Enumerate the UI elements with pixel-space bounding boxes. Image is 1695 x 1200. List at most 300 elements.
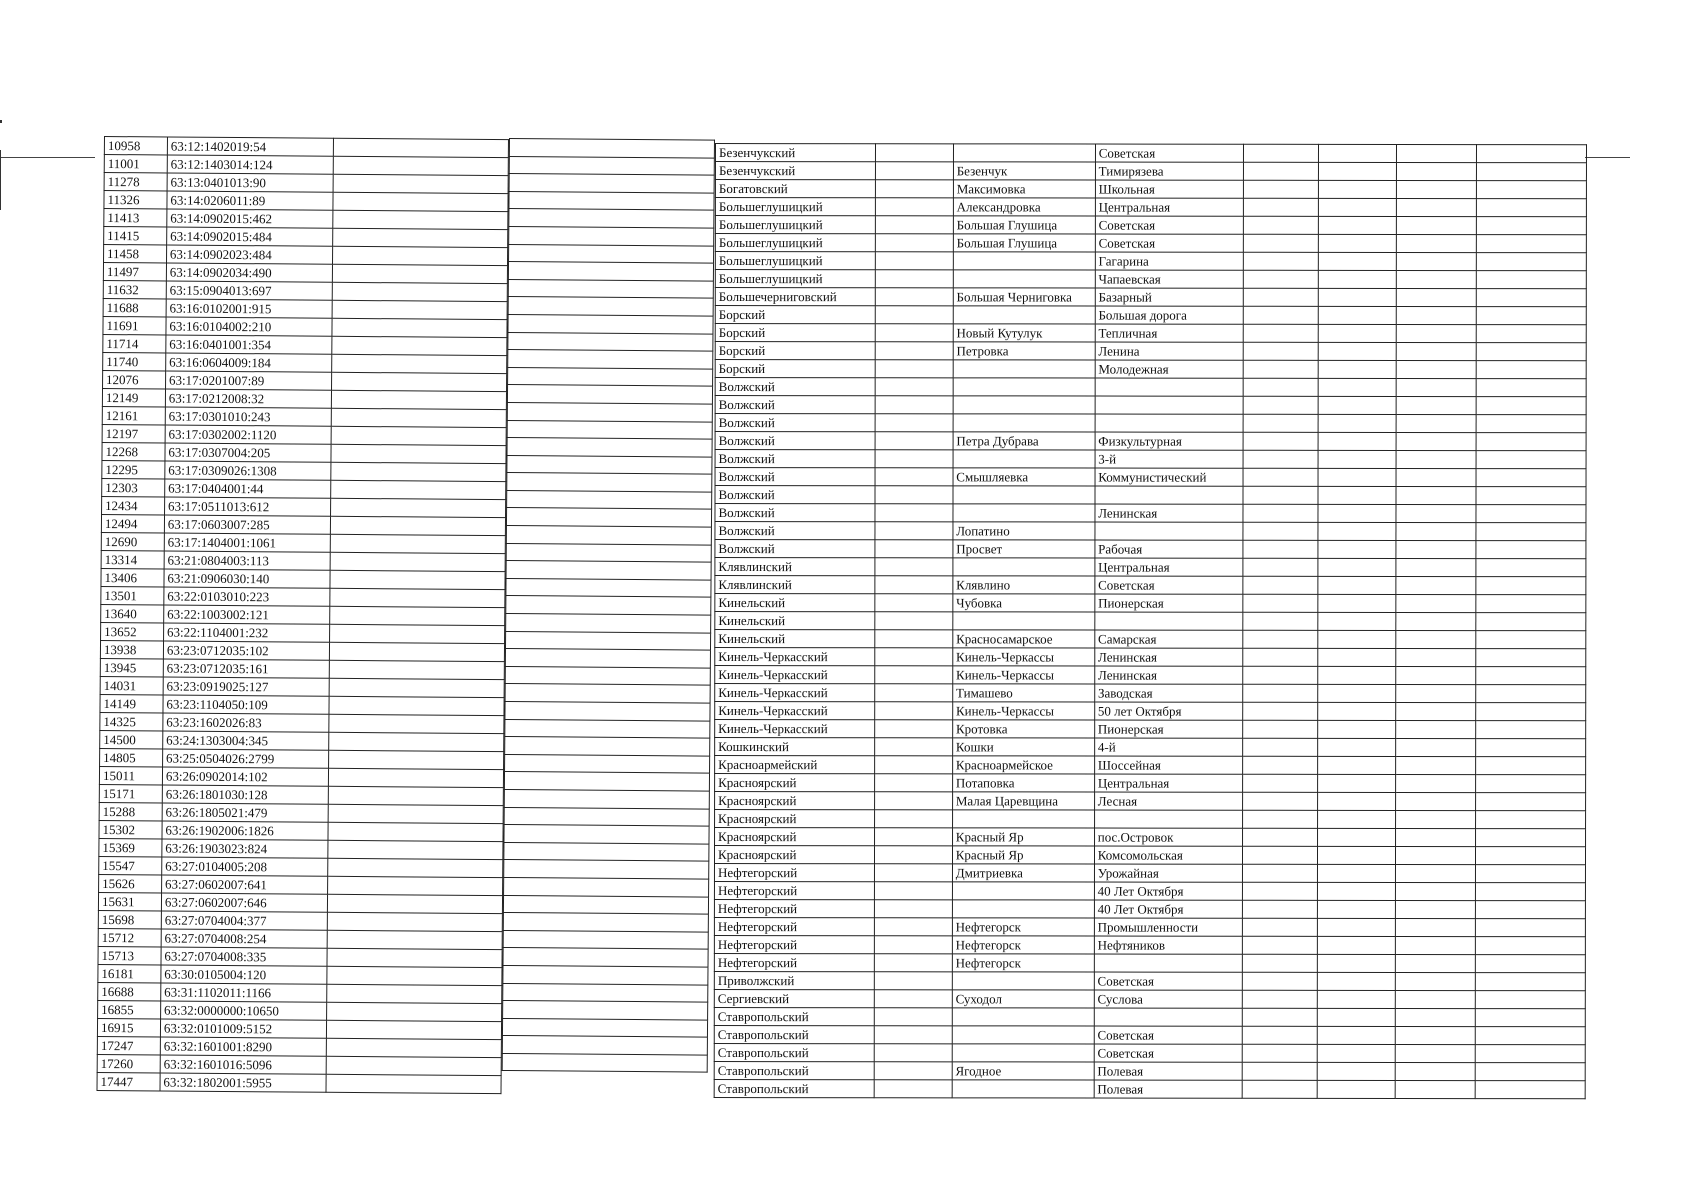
district-cell: Сергиевский — [714, 989, 874, 1007]
empty-cell — [1476, 955, 1586, 973]
table-row — [715, 342, 1586, 361]
empty-cell — [874, 1062, 952, 1080]
table-row — [504, 877, 709, 896]
empty-cell — [1318, 756, 1396, 774]
empty-cell — [1318, 630, 1396, 648]
empty-cell — [1243, 306, 1319, 324]
record-id-cell: 13314 — [101, 550, 164, 568]
empty-cell — [332, 210, 507, 229]
empty-cell — [1396, 504, 1476, 522]
record-id-cell: 11413 — [104, 209, 167, 227]
scan-artifact-line — [0, 157, 95, 158]
table-row — [505, 701, 710, 720]
empty-cell — [509, 244, 714, 263]
table-row — [715, 738, 1586, 757]
empty-cell — [1318, 594, 1396, 612]
street-cell — [1095, 396, 1243, 414]
empty-cell — [1396, 846, 1476, 864]
street-cell — [1095, 378, 1243, 396]
record-id-cell: 17447 — [97, 1072, 160, 1090]
empty-cell — [1396, 1062, 1476, 1080]
empty-cell — [1396, 396, 1476, 414]
empty-cell — [1242, 738, 1318, 756]
empty-cell — [333, 156, 508, 175]
empty-cell — [1318, 1080, 1396, 1098]
empty-cell — [509, 139, 714, 158]
empty-cell — [1242, 756, 1318, 774]
table-row — [715, 144, 1586, 163]
empty-cell — [330, 570, 505, 589]
locality-cell — [952, 972, 1094, 990]
empty-cell — [874, 1044, 952, 1062]
record-id-cell: 12076 — [103, 370, 166, 388]
empty-cell — [1396, 864, 1476, 882]
cadastral-number-cell: 63:24:1303004:345 — [163, 731, 329, 750]
street-cell: Базарный — [1095, 288, 1243, 306]
empty-cell — [330, 552, 505, 571]
empty-cell — [331, 444, 506, 463]
record-id-cell: 13640 — [101, 604, 164, 622]
empty-cell — [1318, 1044, 1396, 1062]
empty-cell — [507, 490, 712, 509]
street-cell: Пионерская — [1095, 594, 1243, 612]
empty-cell — [1476, 865, 1586, 883]
table-row — [714, 882, 1585, 901]
empty-cell — [502, 1053, 707, 1072]
district-cell: Клявлинский — [715, 576, 875, 594]
district-cell: Нефтегорский — [714, 935, 874, 953]
table-row — [506, 596, 711, 615]
empty-cell — [875, 684, 953, 702]
empty-cell — [1396, 450, 1476, 468]
empty-cell — [1396, 972, 1476, 990]
table-row — [715, 486, 1586, 505]
table-row — [714, 953, 1585, 972]
empty-cell — [1396, 1008, 1476, 1026]
empty-cell — [506, 614, 711, 633]
district-cell: Борский — [715, 324, 875, 342]
empty-cell — [1476, 883, 1586, 901]
table-row — [97, 1072, 501, 1093]
district-cell: Волжский — [715, 540, 875, 558]
table-row — [505, 684, 710, 703]
empty-cell — [1396, 774, 1476, 792]
cadastral-number-cell: 63:27:0704004:377 — [161, 911, 327, 930]
empty-cell — [1396, 720, 1476, 738]
locality-cell — [953, 144, 1095, 162]
table-row — [506, 508, 711, 527]
locality-cell — [953, 360, 1095, 378]
empty-cell — [1396, 684, 1476, 702]
record-id-cell: 15302 — [99, 820, 162, 838]
empty-cell — [1242, 1044, 1318, 1062]
street-cell — [1094, 1008, 1242, 1026]
district-cell: Кинельский — [715, 630, 875, 648]
empty-cell — [331, 372, 506, 391]
empty-cell — [1242, 1008, 1318, 1026]
empty-cell — [1243, 162, 1319, 180]
empty-cell — [1476, 811, 1586, 829]
empty-cell — [328, 768, 503, 787]
empty-cell — [1242, 882, 1318, 900]
district-cell: Большечерниговский — [715, 288, 875, 306]
street-cell: Полевая — [1094, 1062, 1242, 1080]
empty-cell — [874, 972, 952, 990]
table-row — [504, 789, 709, 808]
empty-cell — [332, 264, 507, 283]
street-cell: Советская — [1094, 1026, 1242, 1044]
empty-cell — [1318, 882, 1396, 900]
empty-cell — [874, 1008, 952, 1026]
empty-cell — [874, 846, 952, 864]
table-row — [509, 191, 714, 210]
scan-edge-mark — [0, 150, 1, 210]
table-row — [715, 378, 1586, 397]
empty-cell — [1476, 469, 1586, 487]
empty-cell — [508, 279, 713, 298]
empty-cell — [1476, 379, 1586, 397]
empty-cell — [1396, 738, 1476, 756]
table-row — [715, 720, 1586, 739]
district-cell: Большеглушицкий — [715, 270, 875, 288]
table-row — [714, 864, 1585, 883]
empty-cell — [1319, 432, 1397, 450]
district-cell: Волжский — [715, 414, 875, 432]
empty-cell — [1319, 306, 1397, 324]
locality-cell — [953, 558, 1095, 576]
empty-cell — [328, 750, 503, 769]
cadastral-number-cell: 63:16:0604009:184 — [166, 353, 332, 372]
cadastral-number-cell: 63:32:1601001:8290 — [160, 1037, 326, 1056]
street-cell: Молодежная — [1095, 360, 1243, 378]
table-row — [715, 828, 1586, 847]
street-cell: Шоссейная — [1094, 756, 1242, 774]
empty-cell — [875, 306, 953, 324]
empty-cell — [1397, 180, 1477, 198]
empty-cell — [329, 660, 504, 679]
street-cell: Ленинская — [1095, 504, 1243, 522]
empty-cell — [1319, 252, 1397, 270]
empty-cell — [1319, 180, 1397, 198]
empty-cell — [1476, 739, 1586, 757]
empty-cell — [875, 270, 953, 288]
empty-cell — [505, 666, 710, 685]
empty-cell — [1242, 936, 1318, 954]
table-row — [715, 414, 1586, 433]
empty-cell — [1476, 595, 1586, 613]
empty-cell — [1243, 270, 1319, 288]
street-cell: 3-й — [1095, 450, 1243, 468]
locality-cell: Дмитриевка — [952, 864, 1094, 882]
locality-cell — [952, 1044, 1094, 1062]
street-cell: Советская — [1095, 216, 1243, 234]
empty-cell — [1242, 1080, 1318, 1098]
empty-cell — [1477, 235, 1587, 253]
empty-cell — [1396, 828, 1476, 846]
cadastral-number-cell: 63:17:0301010:243 — [165, 407, 331, 426]
cadastral-number-cell: 63:15:0904013:697 — [166, 281, 332, 300]
empty-cell — [1318, 540, 1396, 558]
district-cell: Ставропольский — [714, 1007, 874, 1025]
table-row — [715, 450, 1586, 469]
table-row — [509, 139, 714, 158]
cadastral-number-cell: 63:23:0712035:102 — [163, 641, 329, 660]
empty-cell — [506, 596, 711, 615]
empty-cell — [508, 332, 713, 351]
record-id-cell: 11740 — [103, 352, 166, 370]
empty-cell — [1476, 397, 1586, 415]
street-cell — [1095, 414, 1243, 432]
district-cell: Кошкинский — [715, 738, 875, 756]
district-cell: Волжский — [715, 522, 875, 540]
empty-cell — [1476, 487, 1586, 505]
street-cell: Урожайная — [1094, 864, 1242, 882]
empty-cell — [332, 300, 507, 319]
empty-cell — [1318, 486, 1396, 504]
locality-cell: Большая Черниговка — [953, 288, 1095, 306]
table-row — [715, 648, 1586, 667]
cadastral-number-cell: 63:26:1805021:479 — [162, 803, 328, 822]
table-row — [714, 989, 1585, 1008]
empty-cell — [875, 396, 953, 414]
empty-cell — [1242, 1062, 1318, 1080]
empty-cell — [875, 414, 953, 432]
empty-cell — [875, 738, 953, 756]
district-cell: Ставропольский — [714, 1025, 874, 1043]
record-id-cell: 16855 — [98, 1000, 161, 1018]
locality-cell: Красноармейское — [952, 756, 1094, 774]
cadastral-number-cell: 63:22:0103010:223 — [164, 587, 330, 606]
empty-cell — [333, 138, 508, 157]
table-row — [715, 522, 1586, 541]
record-id-cell: 13652 — [101, 622, 164, 640]
empty-cell — [1475, 991, 1585, 1009]
empty-cell — [1476, 937, 1586, 955]
locality-cell — [953, 414, 1095, 432]
district-cell: Кинель-Черкасский — [715, 666, 875, 684]
record-id-cell: 17260 — [97, 1054, 160, 1072]
table-row — [503, 1001, 708, 1020]
record-id-cell: 12161 — [102, 406, 165, 424]
empty-cell — [1477, 163, 1587, 181]
empty-cell — [875, 612, 953, 630]
cadastral-number-cell: 63:13:0401013:90 — [167, 173, 333, 192]
table-row — [507, 473, 712, 492]
locality-cell — [952, 810, 1094, 828]
district-cell: Красноармейский — [715, 756, 875, 774]
empty-cell — [1242, 972, 1318, 990]
table-row — [503, 948, 708, 967]
locality-cell: Кинель-Черкассы — [953, 666, 1095, 684]
empty-cell — [1475, 1063, 1585, 1081]
locality-cell — [953, 378, 1095, 396]
empty-cell — [1476, 757, 1586, 775]
empty-cell — [1475, 973, 1585, 991]
empty-cell — [1318, 864, 1396, 882]
empty-cell — [505, 649, 710, 668]
empty-cell — [875, 288, 953, 306]
empty-cell — [507, 438, 712, 457]
street-cell: Школьная — [1095, 180, 1243, 198]
street-cell: Чапаевская — [1095, 270, 1243, 288]
empty-cell — [875, 360, 953, 378]
district-cell: Большеглушицкий — [715, 234, 875, 252]
cadastral-number-cell: 63:14:0902015:462 — [167, 209, 333, 228]
empty-cell — [1396, 612, 1476, 630]
empty-cell — [875, 756, 953, 774]
table-row — [508, 332, 713, 351]
district-cell: Нефтегорский — [714, 953, 874, 971]
empty-cell — [508, 262, 713, 281]
locality-cell — [952, 882, 1094, 900]
empty-cell — [329, 678, 504, 697]
empty-cell — [508, 367, 713, 386]
record-id-cell: 12295 — [102, 460, 165, 478]
cadastral-number-cell: 63:17:0309026:1308 — [165, 461, 331, 480]
empty-cell — [331, 390, 506, 409]
record-id-cell: 13501 — [101, 586, 164, 604]
cadastral-number-cell: 63:16:0401001:354 — [166, 335, 332, 354]
street-cell: Советская — [1094, 1044, 1242, 1062]
locality-cell: Кошки — [952, 738, 1094, 756]
empty-cell — [1242, 666, 1318, 684]
empty-cell — [509, 156, 714, 175]
empty-cell — [874, 936, 952, 954]
table-row — [502, 1053, 707, 1072]
street-cell: 50 лет Октября — [1094, 702, 1242, 720]
table-row — [507, 490, 712, 509]
empty-cell — [1396, 378, 1476, 396]
empty-cell — [875, 576, 953, 594]
empty-cell — [327, 894, 502, 913]
locality-cell: Клявлино — [953, 576, 1095, 594]
empty-cell — [1396, 756, 1476, 774]
empty-cell — [1242, 702, 1318, 720]
empty-cell — [1396, 468, 1476, 486]
empty-cell — [1243, 396, 1319, 414]
record-id-cell: 16688 — [98, 982, 161, 1000]
table-row — [503, 983, 708, 1002]
table-row — [714, 1061, 1585, 1080]
table-row — [715, 234, 1586, 253]
empty-cell — [874, 1026, 952, 1044]
locality-cell — [953, 270, 1095, 288]
table-row — [506, 543, 711, 562]
empty-cell — [1476, 253, 1586, 271]
empty-cell — [1396, 486, 1476, 504]
empty-cell — [327, 876, 502, 895]
cadastral-number-cell: 63:23:1104050:109 — [163, 695, 329, 714]
district-cell: Большеглушицкий — [715, 216, 875, 234]
district-cell: Борский — [715, 342, 875, 360]
empty-cell — [1396, 630, 1476, 648]
empty-cell — [330, 480, 505, 499]
empty-cell — [1318, 558, 1396, 576]
empty-cell — [1319, 468, 1397, 486]
empty-cell — [1396, 594, 1476, 612]
empty-cell — [504, 877, 709, 896]
empty-cell — [874, 954, 952, 972]
empty-cell — [1318, 972, 1396, 990]
district-cell: Кинель-Черкасский — [715, 720, 875, 738]
street-cell — [1095, 522, 1243, 540]
locality-cell — [952, 1026, 1094, 1044]
table-row — [507, 438, 712, 457]
locality-cell: Красносамарское — [953, 630, 1095, 648]
empty-cell — [328, 732, 503, 751]
empty-cell — [505, 754, 710, 773]
empty-cell — [874, 864, 952, 882]
table-row — [715, 576, 1586, 595]
empty-cell — [1243, 432, 1319, 450]
cadastral-number-cell: 63:16:0104002:210 — [166, 317, 332, 336]
empty-cell — [1318, 504, 1396, 522]
empty-cell — [1476, 919, 1586, 937]
district-cell: Нефтегорский — [714, 864, 874, 882]
empty-cell — [1477, 199, 1587, 217]
table-row — [714, 899, 1585, 918]
record-id-cell: 15631 — [98, 892, 161, 910]
empty-cell — [509, 209, 714, 228]
empty-cell — [1476, 505, 1586, 523]
cadastral-number-cell: 63:17:0603007:285 — [164, 515, 330, 534]
street-cell: Советская — [1095, 144, 1243, 162]
locality-cell — [952, 900, 1094, 918]
street-cell: Комсомольская — [1094, 846, 1242, 864]
empty-cell — [1397, 306, 1477, 324]
empty-cell — [1319, 234, 1397, 252]
empty-cell — [874, 792, 952, 810]
empty-cell — [331, 354, 506, 373]
empty-cell — [874, 828, 952, 846]
district-cell: Волжский — [715, 486, 875, 504]
empty-cell — [1397, 144, 1477, 162]
table-row — [506, 578, 711, 597]
table-row — [714, 1025, 1585, 1044]
empty-cell — [1396, 810, 1476, 828]
empty-cell — [1476, 361, 1586, 379]
locality-cell: Александровка — [953, 198, 1095, 216]
empty-cell — [1319, 360, 1397, 378]
empty-cell — [508, 297, 713, 316]
empty-cell — [1476, 829, 1586, 847]
table-row — [505, 719, 710, 738]
record-id-cell: 15171 — [99, 784, 162, 802]
locality-cell — [953, 612, 1095, 630]
table-row — [714, 1043, 1585, 1062]
locality-cell — [953, 306, 1095, 324]
empty-cell — [1397, 216, 1477, 234]
locality-cell: Просвет — [953, 540, 1095, 558]
empty-cell — [1395, 1080, 1475, 1098]
table-row — [506, 561, 711, 580]
empty-cell — [1397, 252, 1477, 270]
cadastral-number-cell: 63:27:0104005:208 — [162, 857, 328, 876]
locality-cell: Нефтегорск — [952, 918, 1094, 936]
empty-cell — [507, 420, 712, 439]
street-cell: Советская — [1095, 234, 1243, 252]
locality-cell: Кинель-Черкассы — [953, 648, 1095, 666]
record-id-cell: 12197 — [102, 424, 165, 442]
empty-cell — [331, 408, 506, 427]
record-id-cell: 15713 — [98, 946, 161, 964]
street-cell: 4-й — [1094, 738, 1242, 756]
table-row — [715, 684, 1586, 703]
cadastral-number-cell: 63:26:0902014:102 — [162, 767, 328, 786]
table-row — [715, 306, 1586, 325]
table-row — [714, 917, 1585, 936]
empty-cell — [508, 350, 713, 369]
